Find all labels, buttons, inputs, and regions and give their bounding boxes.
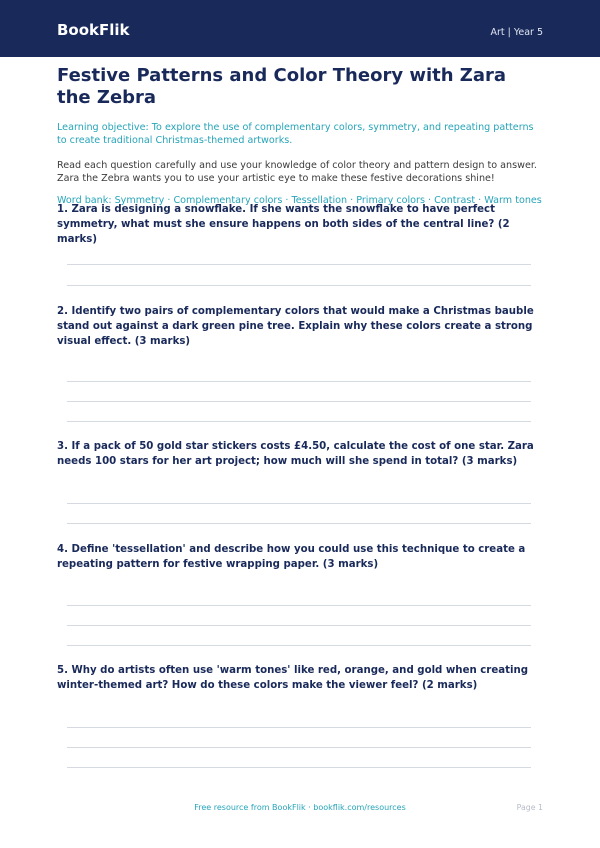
question-5: 5. Why do artists often use 'warm tones' like red, orange, and gold when creating winter-themed art? How do these colors make the viewer feel? (2 marks)	[57, 665, 529, 692]
answer-line[interactable]	[67, 625, 531, 626]
worksheet-intro	[57, 65, 543, 207]
answer-line[interactable]	[67, 285, 531, 286]
answer-line[interactable]	[67, 767, 531, 768]
question-2: 2. Identify two pairs of complementary colors that would make a Christmas bauble stand out against a dark green pine tree. Explain why these colors create a strong visual effect. (3 marks)	[57, 306, 534, 348]
question-1: 1. Zara is designing a snowflake. If she wants the snowflake to have perfect symmetry, what must she ensure happens on both sides of the central line? (2 marks)	[57, 204, 510, 246]
answer-line[interactable]	[67, 747, 531, 748]
answer-line[interactable]	[67, 401, 531, 402]
word-bank: Word bank: Symmetry · Complementary colors · Tessellation · Primary colors · Contrast · Warm tones	[57, 194, 542, 206]
top-header-bar	[0, 0, 600, 57]
answer-line[interactable]	[67, 605, 531, 606]
answer-line[interactable]	[67, 523, 531, 524]
question-3: 3. If a pack of 50 gold star stickers costs £4.50, calculate the cost of one star. Zara needs 100 stars for her art project; how much will she spend in total? (3 marks)	[57, 441, 534, 468]
answer-line[interactable]	[67, 645, 531, 646]
page-title: Festive Patterns and Color Theory with Zara the Zebra	[57, 65, 507, 108]
brand-logo-text: BookFlik	[57, 21, 130, 39]
answer-line[interactable]	[67, 503, 531, 504]
answer-line[interactable]	[67, 727, 531, 728]
answer-line[interactable]	[67, 381, 531, 382]
answer-line[interactable]	[67, 421, 531, 422]
answer-line[interactable]	[67, 264, 531, 265]
footer-resource-link[interactable]: Free resource from BookFlik · bookflik.com/resources	[194, 803, 406, 812]
instructions-text: Read each question carefully and use your knowledge of color theory and pattern design to answer. Zara the Zebra wants you to use your artistic eye to make these festive decorations shine!	[57, 160, 537, 184]
question-4: 4. Define 'tessellation' and describe how you could use this technique to create a repeating pattern for festive wrapping paper. (3 marks)	[57, 544, 526, 571]
page-number: Page 1	[516, 803, 543, 812]
learning-objective: Learning objective: To explore the use of complementary colors, symmetry, and repeating patterns to create traditional Christmas-themed artworks.	[57, 122, 534, 146]
subject-year-label: Art | Year 5	[490, 27, 543, 38]
